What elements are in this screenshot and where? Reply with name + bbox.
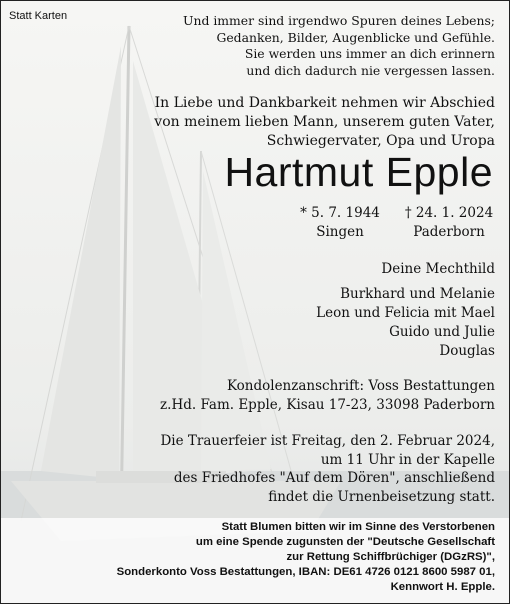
intro-line: In Liebe und Dankbarkeit nehmen wir Abschied — [154, 95, 495, 111]
poem-line: und dich dadurch nie vergessen lassen. — [246, 62, 495, 78]
mourner-spouse: Deine Mechthild — [381, 261, 495, 277]
poem-line: Und immer sind irgendwo Spuren deines Lebens; — [183, 13, 495, 28]
header-statt-karten: Statt Karten — [9, 10, 68, 22]
mourner-family-1 — [316, 285, 495, 323]
donation-request — [117, 520, 495, 595]
death-place: Paderborn — [413, 224, 485, 240]
mourner-line: Douglas — [439, 343, 495, 359]
mourner-line: Guido und Julie — [389, 324, 495, 340]
intro-line: von meinem lieben Mann, unserem guten Vater, — [154, 114, 495, 130]
birth-place: Singen — [316, 224, 364, 240]
donation-line: Statt Blumen bitten wir im Sinne des Verstorbenen — [221, 521, 495, 533]
poem-line: Sie werden uns immer an dich erinnern — [244, 46, 495, 62]
donation-line: Kennwort H. Epple. — [390, 580, 495, 593]
death-info — [403, 204, 495, 242]
poem-line: Gedanken, Bilder, Augenblicke und Gefühle. — [216, 29, 495, 45]
birth-date: * 5. 7. 1944 — [300, 205, 380, 221]
service-line: um 11 Uhr in der Kapelle — [320, 451, 495, 468]
donation-line: Sonderkonto Voss Bestattungen, IBAN: DE61 4726 0121 8600 5987 01, — [116, 565, 495, 578]
deceased-name: Hartmut Epple — [224, 149, 493, 195]
death-date: † 24. 1. 2024 — [404, 205, 494, 221]
service-line: findet die Urnenbeisetzung statt. — [268, 488, 495, 505]
poem — [183, 13, 495, 79]
address-line: Kondolenzanschrift: Voss Bestattungen — [226, 378, 495, 394]
donation-line: um eine Spende zugunsten der "Deutsche Gesellschaft — [195, 535, 495, 548]
farewell-intro — [154, 94, 495, 151]
donation-line: zur Rettung Schiffbrüchiger (DGzRS)", — [286, 550, 495, 563]
service-line: Die Trauerfeier ist Freitag, den 2. Februar 2024, — [160, 433, 495, 449]
intro-line: Schwiegervater, Opa und Uropa — [266, 133, 495, 149]
address-line: z.Hd. Fam. Epple, Kisau 17-23, 33098 Paderborn — [160, 397, 495, 413]
mourner-line: Burkhard und Melanie — [340, 286, 495, 302]
birth-info — [295, 204, 385, 242]
condolence-address — [160, 377, 495, 415]
mourner-line: Leon und Felicia mit Mael — [316, 305, 495, 321]
funeral-service-info — [160, 432, 495, 506]
service-line: des Friedhofes "Auf dem Dören", anschließend — [173, 470, 495, 486]
mourner-family-2 — [389, 323, 495, 361]
